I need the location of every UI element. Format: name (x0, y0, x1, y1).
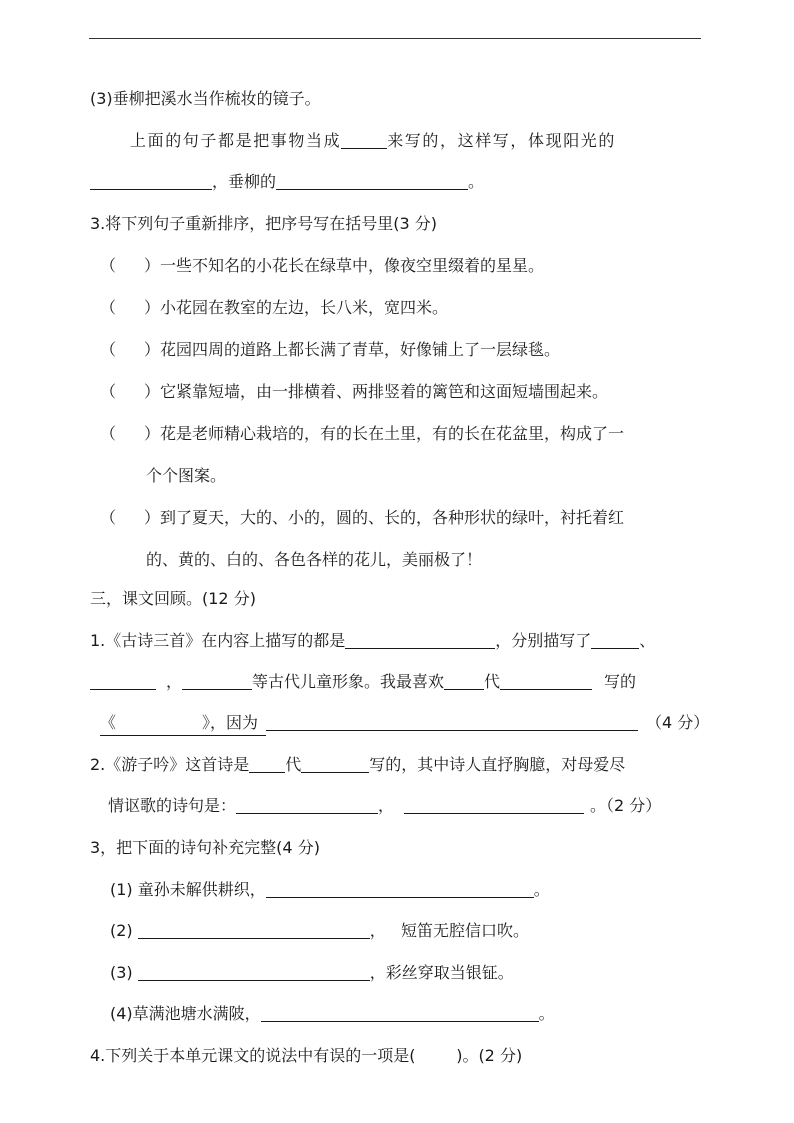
answer-blank[interactable] (444, 673, 484, 690)
question-3b-title: 3，把下面的诗句补充完整(4 分) (90, 838, 320, 857)
section-3-title: 三，课文回顾。(12 分) (90, 589, 256, 608)
answer-blank[interactable] (249, 756, 285, 773)
verse-3: (3) ，彩丝穿取当银钲。 (110, 963, 514, 982)
answer-blank[interactable] (266, 714, 638, 731)
answer-blank[interactable] (341, 132, 387, 149)
header-rule (89, 38, 701, 39)
question-1: 1.《古诗三首》在内容上描写的都是 ，分别描写了 、 (90, 631, 656, 650)
answer-blank[interactable] (261, 1005, 539, 1022)
answer-blank[interactable] (591, 632, 639, 649)
answer-blank[interactable] (138, 964, 370, 981)
question-4: 4.下列关于本单元课文的说法中有误的一项是( )。(2 分) (90, 1046, 523, 1065)
list-item: （ ）花园四周的道路上都长满了青草，好像铺上了一层绿毯。 (100, 340, 561, 359)
answer-blank[interactable] (276, 173, 468, 190)
answer-blank[interactable] (236, 797, 378, 814)
question-3-title: 3.将下列句子重新排序，把序号写在括号里(3 分) (90, 214, 438, 233)
list-item-continued: 个个图案。 (146, 466, 227, 485)
sentence-3: (3)垂柳把溪水当作梳妆的镜子。 (90, 89, 321, 108)
question-text: 上面的句子都是把事物当成 来写的，这样写，体现阳光的 (130, 131, 617, 150)
question-text: ，垂柳的 。 (90, 172, 484, 192)
list-item: （ ）它紧靠短墙，由一排横着、两排竖着的篱笆和这面短墙围起来。 (100, 382, 609, 401)
question-1-line-2: ， 等古代儿童形象。我最喜欢 代 写的 (90, 672, 636, 692)
book-title-blank[interactable]: 《 》，因为 (100, 713, 266, 733)
verse-1: (1) 童孙未解供耕织， 。 (110, 880, 550, 899)
verse-4: (4)草满池塘水满陂， 。 (110, 1004, 555, 1023)
question-2: 2.《游子吟》这首诗是 代 写的，其中诗人直抒胸臆，对母爱尽 (90, 755, 626, 774)
verse-2: (2) ， 短笛无腔信口吹。 (110, 921, 530, 940)
answer-blank[interactable] (500, 673, 592, 690)
answer-blank[interactable] (345, 632, 495, 649)
answer-blank[interactable] (266, 881, 534, 898)
answer-blank[interactable] (138, 922, 370, 939)
answer-blank[interactable] (90, 173, 212, 190)
list-item: （ ）小花园在教室的左边，长八米，宽四米。 (100, 298, 449, 317)
question-1-line-3: 《 》，因为 （4 分） (100, 713, 709, 733)
answer-blank[interactable] (90, 673, 156, 690)
question-2-line-2: 情讴歌的诗句是： ， 。（2 分） (108, 796, 662, 815)
answer-blank[interactable] (404, 797, 584, 814)
answer-blank[interactable] (301, 756, 369, 773)
list-item: （ ）一些不知名的小花长在绿草中，像夜空里缀着的星星。 (100, 256, 545, 275)
list-item-continued: 的、黄的、白的、各色各样的花儿，美丽极了！ (146, 550, 483, 569)
answer-blank[interactable] (182, 673, 252, 690)
list-item: （ ）到了夏天，大的、小的，圆的、长的，各种形状的绿叶，衬托着红 (100, 508, 625, 527)
list-item: （ ）花是老师精心栽培的，有的长在土里，有的长在花盆里，构成了一 (100, 424, 625, 443)
